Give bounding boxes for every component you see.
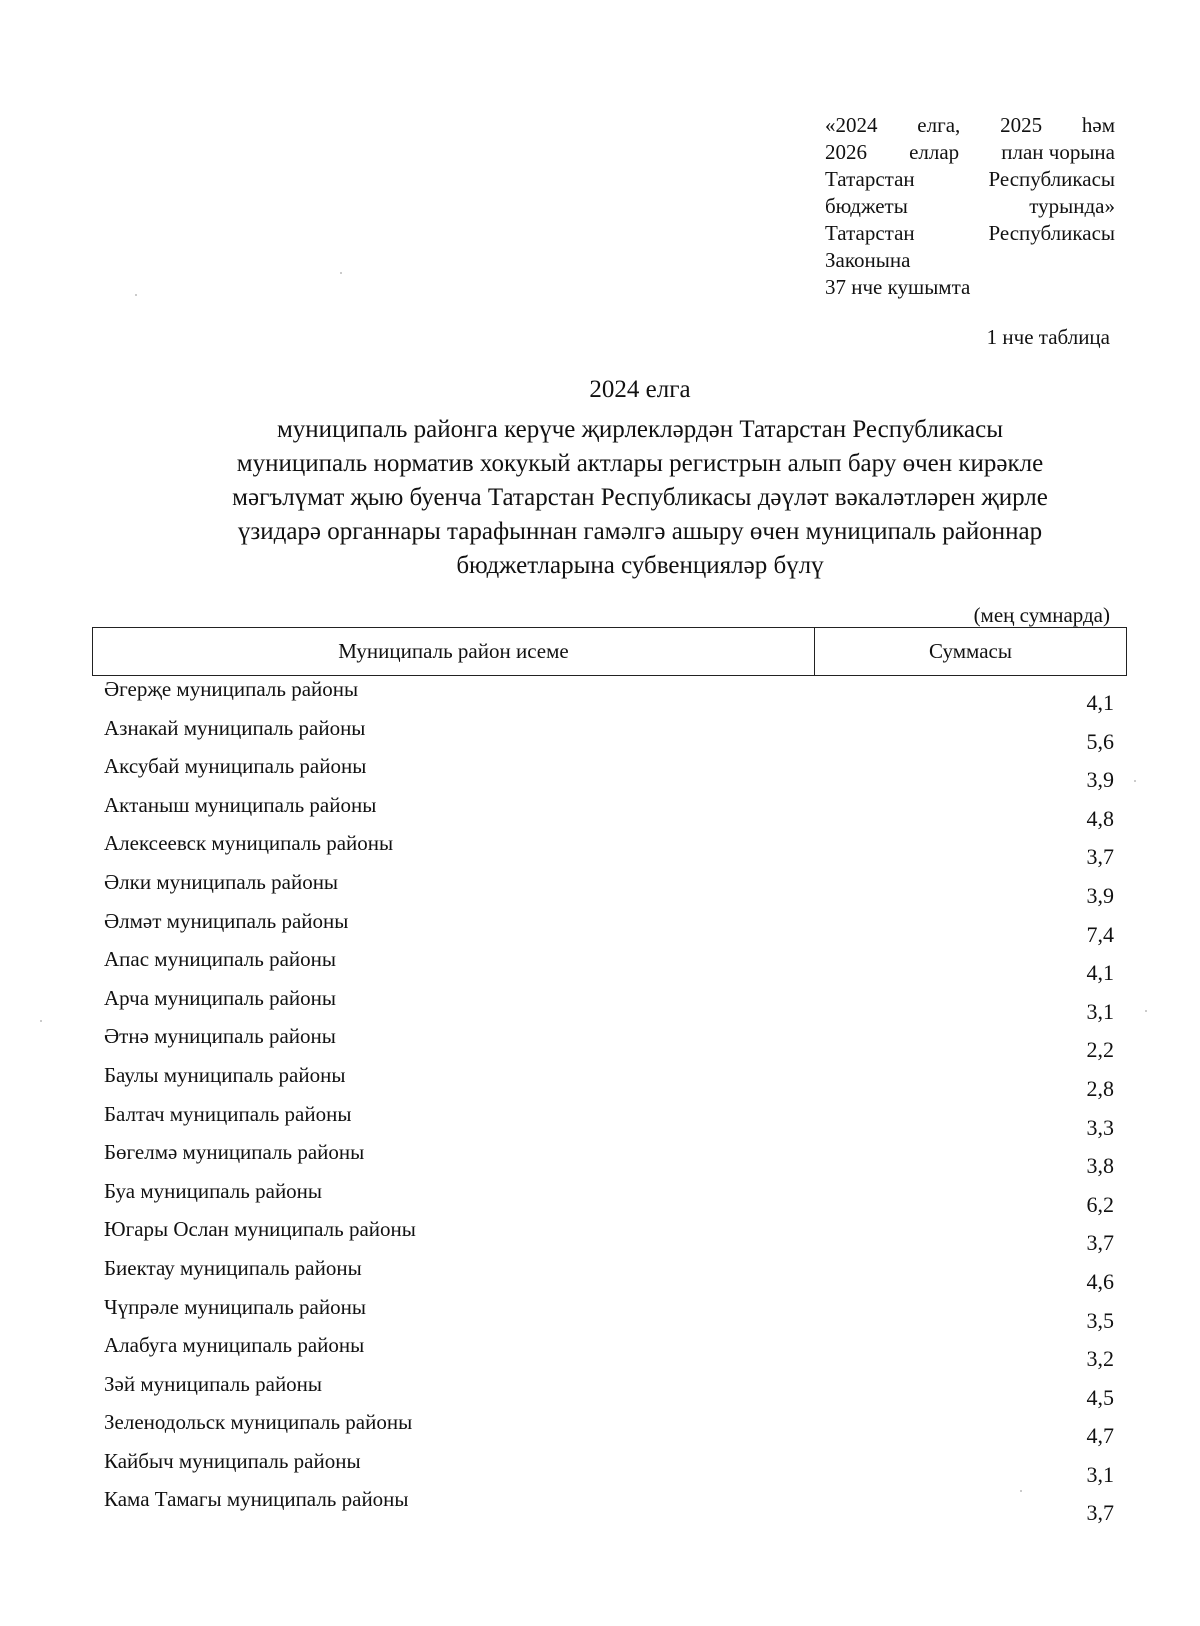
table-body [0, 677, 1200, 1526]
title-line: муниципаль норматив хокукый актлары регистрын алып бару өчен кирәкле [236, 450, 1044, 477]
district-sum: 2,8 [1086, 1075, 1114, 1101]
district-sum: 4,1 [1086, 960, 1114, 986]
table-row [0, 1256, 1200, 1295]
district-sum: 3,1 [1086, 998, 1114, 1024]
scan-speck [340, 272, 342, 274]
title-line: үзидарә органнары тарафыннан гамәлгә ашыру өчен муниципаль районнар [237, 518, 1043, 545]
table-row [0, 909, 1200, 948]
table-row [0, 1179, 1200, 1218]
table-row [0, 1449, 1200, 1488]
appendix-word: Республикасы [988, 167, 1115, 191]
district-sum: 3,5 [1086, 1307, 1114, 1333]
district-sum: 7,4 [1086, 921, 1114, 947]
district-sum: 3,3 [1086, 1114, 1114, 1140]
district-name: Кайбыч муниципаль районы [104, 1448, 361, 1473]
appendix-word: Татарстан [825, 167, 915, 191]
appendix-line [825, 166, 1115, 193]
district-name: Актаныш муниципаль районы [104, 792, 377, 817]
district-name: Алабуга муниципаль районы [104, 1333, 365, 1358]
appendix-line [825, 274, 1115, 301]
district-sum: 4,1 [1086, 690, 1114, 715]
header-district-name: Муниципаль район исеме [93, 628, 815, 675]
appendix-word: Республикасы [988, 221, 1115, 245]
district-sum: 4,8 [1086, 805, 1114, 831]
appendix-line [825, 247, 1115, 274]
appendix-line [825, 112, 1115, 139]
title-line: бюджетларына субвенцияләр бүлү [456, 552, 824, 579]
appendix-word: бюджеты [825, 194, 908, 218]
document-title [120, 375, 1160, 583]
district-name: Әлмәт муниципаль районы [104, 908, 349, 933]
district-sum: 4,6 [1086, 1268, 1114, 1294]
district-name: Бөгелмә муниципаль районы [104, 1140, 365, 1165]
district-name: Арча муниципаль районы [104, 985, 336, 1010]
table-row [0, 1102, 1200, 1141]
appendix-word: «2024 [825, 113, 878, 137]
table-row [0, 1140, 1200, 1179]
district-name: Балтач муниципаль районы [104, 1101, 352, 1126]
appendix-line [825, 193, 1115, 220]
district-name: Зеленодольск муниципаль районы [104, 1410, 413, 1435]
table-row [0, 754, 1200, 793]
scan-speck [1020, 1490, 1022, 1492]
table-row [0, 870, 1200, 909]
appendix-word: елга, [917, 113, 961, 137]
district-sum: 3,1 [1086, 1461, 1114, 1487]
table-row [0, 831, 1200, 870]
district-sum: 2,2 [1086, 1037, 1114, 1063]
title-line: муниципаль районга керүче җирлекләрдән Татарстан Республикасы [276, 416, 1003, 443]
table-row [0, 1487, 1200, 1526]
scan-speck [1145, 1010, 1147, 1012]
district-sum: 4,5 [1086, 1384, 1114, 1410]
appendix-line [825, 220, 1115, 247]
appendix-word: план чорына [1001, 140, 1115, 164]
appendix-word: Законына [825, 248, 911, 272]
district-name: Апас муниципаль районы [104, 947, 336, 972]
district-name: Азнакай муниципаль районы [104, 715, 366, 740]
district-sum: 6,2 [1086, 1191, 1114, 1217]
district-sum: 3,8 [1086, 1153, 1114, 1179]
units-note: (мең сумнарда) [973, 603, 1110, 627]
scan-speck [40, 1020, 42, 1022]
appendix-word: еллар [909, 140, 960, 164]
table-row [0, 1024, 1200, 1063]
appendix-word: һәм [1081, 113, 1115, 137]
district-name: Кама Тамагы муниципаль районы [104, 1487, 409, 1512]
table-header [92, 627, 1127, 676]
scan-speck [1134, 780, 1136, 782]
appendix-word: 2025 [1000, 113, 1043, 137]
appendix-reference [825, 112, 1115, 301]
district-name: Аксубай муниципаль районы [104, 754, 367, 779]
table-row [0, 677, 1200, 716]
district-name: Буа муниципаль районы [104, 1178, 323, 1203]
district-sum: 5,6 [1086, 728, 1114, 754]
appendix-word: Татарстан [825, 221, 915, 245]
appendix-word: 2026 [825, 140, 867, 164]
district-sum: 3,7 [1086, 844, 1114, 870]
district-name: Югары Ослан муниципаль районы [104, 1217, 416, 1242]
table-row [0, 1372, 1200, 1411]
table-row [0, 1295, 1200, 1334]
table-row [0, 1217, 1200, 1256]
district-sum: 3,7 [1086, 1230, 1114, 1256]
district-sum: 3,9 [1086, 882, 1114, 908]
appendix-word: турында» [1029, 194, 1115, 218]
title-year: 2024 елга [589, 376, 691, 403]
table-row [0, 1410, 1200, 1449]
district-sum: 4,7 [1086, 1423, 1114, 1449]
district-name: Әгерҗе муниципаль районы [104, 677, 359, 701]
district-name: Әтнә муниципаль районы [104, 1024, 336, 1049]
district-name: Чүпрәле муниципаль районы [104, 1294, 366, 1319]
table-row [0, 1333, 1200, 1372]
district-sum: 3,7 [1086, 1500, 1114, 1526]
district-name: Зәй муниципаль районы [104, 1371, 323, 1396]
table-number: 1 нче таблица [986, 325, 1110, 349]
district-sum: 3,2 [1086, 1346, 1114, 1372]
table-row [0, 947, 1200, 986]
title-line: мәгълүмат җыю буенча Татарстан Республикасы дәүләт вәкаләтләрен җирле [232, 484, 1048, 511]
district-name: Биектау муниципаль районы [104, 1255, 362, 1280]
district-name: Алексеевск муниципаль районы [104, 831, 394, 856]
appendix-word: 37 нче кушымта [825, 275, 971, 299]
table-row [0, 716, 1200, 755]
header-sum: Суммасы [929, 639, 1012, 663]
appendix-line [825, 139, 1115, 166]
table-row [0, 1063, 1200, 1102]
district-name: Баулы муниципаль районы [104, 1062, 346, 1087]
table-row [0, 793, 1200, 832]
table-row [0, 986, 1200, 1025]
scan-speck [135, 294, 137, 296]
district-sum: 3,9 [1086, 767, 1114, 793]
district-name: Әлки муниципаль районы [104, 869, 339, 894]
